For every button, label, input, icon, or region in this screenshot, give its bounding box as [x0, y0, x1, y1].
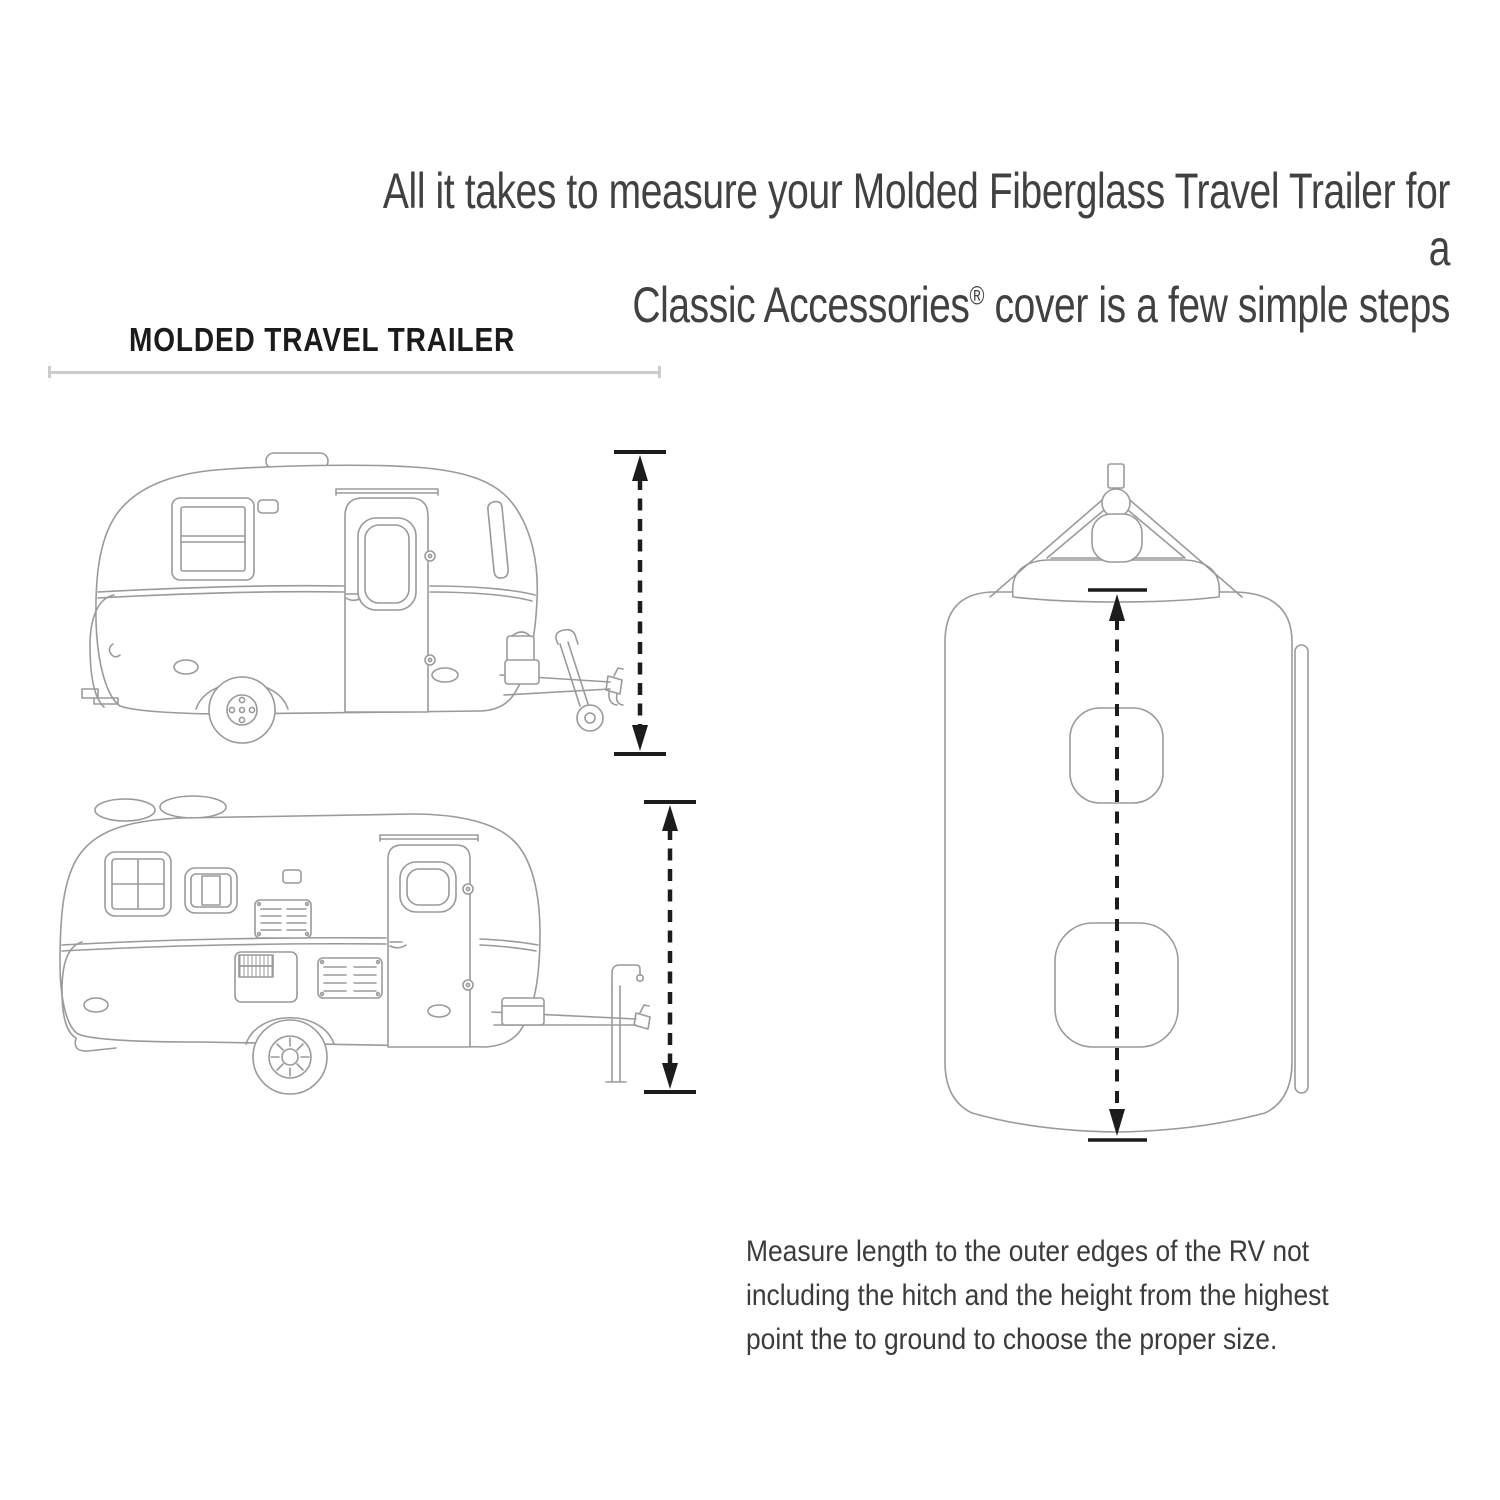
height-measure-arrow-1 — [608, 450, 672, 756]
entry-door — [345, 498, 435, 712]
up-arrowhead — [662, 805, 678, 831]
front-cap — [1013, 560, 1220, 602]
note-line-2: including the hitch and the height from the highest — [746, 1279, 1329, 1312]
title-line-2-text: Classic Accessories — [632, 277, 970, 333]
rear-window — [172, 498, 254, 580]
lower-vent-grille — [318, 958, 382, 998]
height-measure-arrow-2 — [638, 800, 702, 1094]
trailer-side-view-1-drawing — [80, 448, 625, 763]
measurement-note — [746, 1230, 1329, 1362]
jack-handle — [1108, 464, 1124, 488]
down-arrowhead — [632, 725, 648, 751]
rear-window — [105, 852, 171, 916]
entry-door — [388, 845, 473, 1047]
length-measure-line — [48, 366, 661, 378]
trailer-top-view-drawing — [935, 450, 1320, 1150]
hitch-assembly — [500, 630, 623, 731]
page-title — [358, 163, 1450, 334]
hitch-assembly — [990, 464, 1242, 602]
up-arrowhead — [632, 455, 648, 481]
roof-vent-bump-2 — [160, 796, 226, 818]
down-arrowhead — [662, 1063, 678, 1089]
awning-rail — [1295, 645, 1308, 1093]
mid-window — [185, 868, 237, 913]
trailer-side-view-2-drawing — [50, 792, 662, 1104]
title-line-2-rest: cover is a few simple steps — [984, 277, 1450, 333]
coupler — [1102, 489, 1130, 517]
note-line-3: point the to ground to choose the proper size. — [746, 1323, 1278, 1356]
upper-vent-grille — [255, 900, 311, 938]
title-line-1: All it takes to measure your Molded Fiberglass Travel Trailer for a — [382, 163, 1450, 276]
propane-tank — [1092, 514, 1142, 562]
title-line-2 — [358, 277, 1450, 334]
ac-access-panel — [235, 952, 297, 1002]
registered-mark-icon: ® — [969, 280, 985, 311]
note-line-1: Measure length to the outer edges of the RV not — [746, 1235, 1310, 1268]
roof-vent-bump-1 — [95, 799, 155, 821]
section-label: MOLDED TRAVEL TRAILER — [129, 321, 516, 358]
